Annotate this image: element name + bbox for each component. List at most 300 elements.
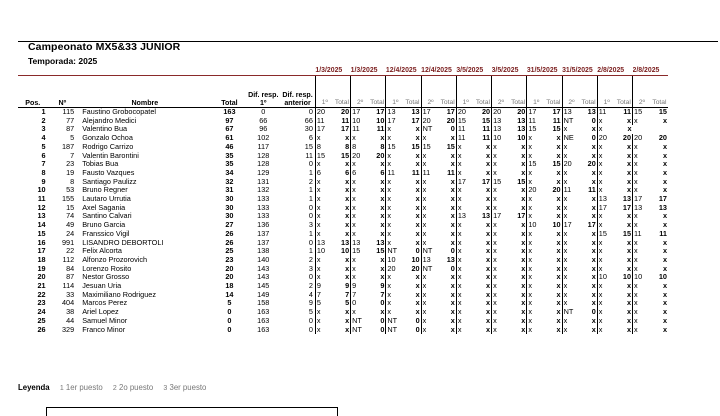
race-total-cell: x bbox=[380, 264, 385, 273]
race-position-cell: x bbox=[351, 256, 369, 265]
race-position-cell: x bbox=[597, 152, 615, 161]
table-row bbox=[18, 143, 668, 152]
race-total-cell: 17 bbox=[376, 107, 385, 116]
race-position-cell: x bbox=[492, 326, 510, 335]
race-total-cell: x bbox=[521, 264, 526, 273]
total-cell: 30 bbox=[225, 195, 234, 204]
total-cell: 32 bbox=[225, 177, 234, 186]
race-position-cell: x bbox=[315, 204, 333, 213]
dif-prev-cell: 2 bbox=[308, 177, 313, 186]
race-position-cell: x bbox=[456, 265, 474, 274]
number-cell: 22 bbox=[66, 247, 75, 256]
race-total-cell: 10 bbox=[376, 116, 385, 125]
race-position-cell: x bbox=[386, 178, 404, 187]
race-total-cell: x bbox=[591, 325, 596, 334]
col-race-position: 1º bbox=[597, 76, 615, 108]
race-total-cell: x bbox=[556, 212, 561, 221]
race-total-cell: x bbox=[591, 203, 596, 212]
race-position-cell: x bbox=[386, 273, 404, 282]
race-position-cell: 13 bbox=[562, 108, 580, 117]
race-total-cell: x bbox=[556, 203, 561, 212]
race-position-cell: 10 bbox=[527, 221, 545, 230]
dif-prev-cell: 0 bbox=[308, 325, 313, 334]
race-total-cell: x bbox=[662, 247, 667, 256]
race-total-cell: x bbox=[521, 255, 526, 264]
race-position-cell: x bbox=[315, 317, 333, 326]
race-total-cell: 11 bbox=[376, 125, 385, 134]
position-cell: 1 bbox=[41, 107, 46, 116]
col-race-total: Total bbox=[511, 99, 526, 106]
rider-name-cell: Nestor Grosso bbox=[82, 273, 130, 282]
race-total-cell: x bbox=[380, 177, 385, 186]
race-position-cell: x bbox=[562, 143, 580, 152]
position-cell: 11 bbox=[37, 195, 46, 204]
race-total-cell: x bbox=[556, 151, 561, 160]
race-position-cell: x bbox=[386, 186, 404, 195]
race-total-cell: 0 bbox=[415, 247, 420, 256]
race-position-cell: 20 bbox=[386, 265, 404, 274]
race-total-cell: 11 bbox=[659, 229, 667, 238]
race-total-cell: x bbox=[591, 151, 596, 160]
race-position-cell: x bbox=[597, 178, 615, 187]
race-total-cell: 20 bbox=[446, 116, 455, 125]
race-total-cell: 15 bbox=[446, 142, 455, 151]
race-position-cell: 15 bbox=[421, 143, 439, 152]
race-position-cell: 11 bbox=[315, 117, 333, 126]
legend-label: Leyenda bbox=[18, 383, 50, 392]
race-position-cell: 17 bbox=[597, 204, 615, 213]
race-position-cell: x bbox=[492, 186, 510, 195]
race-position-cell: x bbox=[456, 169, 474, 178]
total-cell: 46 bbox=[225, 142, 234, 151]
race-total-cell: 10 bbox=[517, 134, 526, 143]
table-row bbox=[18, 326, 668, 335]
race-total-cell: x bbox=[591, 142, 596, 151]
total-cell: 27 bbox=[225, 221, 234, 230]
race-position-cell: NT bbox=[562, 117, 580, 126]
race-total-cell: x bbox=[662, 290, 667, 299]
race-total-cell: x bbox=[591, 177, 596, 186]
total-cell: 0 bbox=[227, 308, 232, 317]
rider-name-cell: Franssico Vigil bbox=[82, 229, 130, 238]
legend-second: 2 2o puesto bbox=[112, 383, 154, 392]
race-total-cell: 0 bbox=[415, 325, 420, 334]
race-position-cell: x bbox=[456, 204, 474, 213]
total-cell: 23 bbox=[225, 255, 234, 264]
race-total-cell: 20 bbox=[341, 107, 350, 116]
race-total-cell: 13 bbox=[376, 238, 385, 247]
date-header: 1/3/2025 bbox=[315, 65, 350, 76]
date-header: 3/5/2025 bbox=[492, 65, 527, 76]
col-race-total: Total bbox=[405, 99, 420, 106]
race-position-cell: 15 bbox=[351, 247, 369, 256]
race-position-cell: x bbox=[386, 291, 404, 300]
race-total-cell: 20 bbox=[587, 160, 596, 169]
rider-name-cell: Tobias Bua bbox=[82, 160, 119, 169]
race-position-cell: 11 bbox=[351, 125, 369, 134]
race-position-cell: 10 bbox=[315, 247, 333, 256]
standings-body bbox=[18, 108, 668, 335]
race-position-cell: NT bbox=[386, 317, 404, 326]
race-position-cell: x bbox=[597, 326, 615, 335]
rider-name-cell: Lorenzo Rosito bbox=[82, 264, 132, 273]
race-total-cell: x bbox=[662, 238, 667, 247]
race-position-cell: x bbox=[456, 256, 474, 265]
total-cell: 67 bbox=[225, 125, 234, 134]
rider-name-cell: Franco Minor bbox=[82, 325, 126, 334]
total-cell: 97 bbox=[225, 116, 234, 125]
dif-first-cell: 133 bbox=[257, 203, 270, 212]
race-total-cell: x bbox=[521, 142, 526, 151]
race-position-cell: x bbox=[562, 247, 580, 256]
race-position-cell: 0 bbox=[351, 299, 369, 308]
race-position-cell: NT bbox=[421, 265, 439, 274]
race-total-cell: 7 bbox=[380, 290, 385, 299]
race-total-cell: x bbox=[450, 229, 455, 238]
race-position-cell: x bbox=[633, 117, 651, 126]
race-total-cell: x bbox=[450, 177, 455, 186]
race-position-cell: x bbox=[562, 204, 580, 213]
race-total-cell: x bbox=[556, 238, 561, 247]
race-total-cell: x bbox=[415, 195, 420, 204]
table-row bbox=[18, 212, 668, 221]
number-cell: 49 bbox=[66, 221, 75, 230]
race-position-cell: x bbox=[527, 178, 545, 187]
race-position-cell: NT bbox=[421, 125, 439, 134]
race-position-cell: x bbox=[386, 212, 404, 221]
race-total-cell: x bbox=[450, 238, 455, 247]
race-position-cell: 20 bbox=[315, 108, 333, 117]
race-total-cell: x bbox=[662, 160, 667, 169]
table-row bbox=[18, 265, 668, 274]
race-position-cell: x bbox=[492, 273, 510, 282]
race-position-cell: x bbox=[386, 221, 404, 230]
race-total-cell: 11 bbox=[447, 168, 455, 177]
total-cell: 0 bbox=[227, 316, 232, 325]
race-position-cell: x bbox=[315, 230, 333, 239]
race-position-cell: 20 bbox=[492, 108, 510, 117]
race-position-cell: 10 bbox=[633, 273, 651, 282]
race-total-cell: 11 bbox=[411, 168, 420, 177]
total-cell: 26 bbox=[225, 238, 234, 247]
race-total-cell: x bbox=[521, 316, 526, 325]
race-total-cell: x bbox=[556, 290, 561, 299]
dif-prev-cell: 0 bbox=[308, 273, 313, 282]
race-position-cell: x bbox=[527, 195, 545, 204]
race-position-cell: x bbox=[351, 204, 369, 213]
rider-name-cell: Ariel Lopez bbox=[82, 308, 119, 317]
position-cell: 14 bbox=[37, 221, 46, 230]
total-cell: 30 bbox=[225, 212, 234, 221]
race-total-cell: x bbox=[486, 290, 491, 299]
race-total-cell: x bbox=[486, 195, 491, 204]
race-position-cell: x bbox=[597, 186, 615, 195]
race-total-cell: x bbox=[486, 282, 491, 291]
race-position-cell: 13 bbox=[315, 239, 333, 248]
race-position-cell: 13 bbox=[492, 117, 510, 126]
total-cell: 26 bbox=[225, 229, 234, 238]
dif-first-cell: 133 bbox=[257, 195, 270, 204]
race-position-cell: x bbox=[527, 204, 545, 213]
race-position-cell: 20 bbox=[527, 186, 545, 195]
table-row bbox=[18, 273, 668, 282]
race-total-cell: x bbox=[486, 203, 491, 212]
race-total-cell: x bbox=[450, 134, 455, 143]
race-total-cell: x bbox=[627, 125, 632, 134]
race-position-cell: x bbox=[421, 230, 439, 239]
race-position-cell: x bbox=[421, 308, 439, 317]
race-total-cell: 13 bbox=[658, 203, 667, 212]
race-total-cell: x bbox=[345, 177, 350, 186]
race-total-cell: 0 bbox=[380, 316, 385, 325]
race-total-cell: x bbox=[556, 134, 561, 143]
race-position-cell: x bbox=[633, 326, 651, 335]
race-position-cell: x bbox=[386, 195, 404, 204]
race-total-cell: x bbox=[626, 247, 632, 256]
race-position-cell: x bbox=[386, 152, 404, 161]
rider-name-cell: Bruno Garcia bbox=[82, 221, 126, 230]
table-row bbox=[18, 308, 668, 317]
race-total-cell: x bbox=[415, 125, 420, 134]
race-position-cell: x bbox=[597, 282, 615, 291]
rider-name-cell: LISANDRO DEBORTOLI bbox=[82, 238, 164, 247]
number-cell: 87 bbox=[66, 273, 75, 282]
race-position-cell: x bbox=[597, 291, 615, 300]
position-cell: 24 bbox=[37, 308, 46, 317]
race-total-cell: x bbox=[591, 255, 596, 264]
race-position-cell: x bbox=[633, 178, 651, 187]
race-position-cell: 11 bbox=[456, 134, 474, 143]
race-total-cell: 0 bbox=[591, 116, 596, 125]
race-position-cell: x bbox=[633, 299, 651, 308]
race-position-cell: x bbox=[527, 326, 545, 335]
race-position-cell: x bbox=[421, 152, 439, 161]
race-total-cell: x bbox=[591, 212, 596, 221]
dif-first-cell: 143 bbox=[257, 273, 270, 282]
race-total-cell: 13 bbox=[517, 125, 526, 134]
col-race-position: 2º bbox=[492, 76, 510, 108]
dif-prev-cell: 1 bbox=[308, 247, 313, 256]
race-total-cell: 10 bbox=[622, 273, 632, 282]
rider-name-cell: Valentino Bua bbox=[82, 125, 128, 134]
date-header: 3/5/2025 bbox=[456, 65, 491, 76]
race-position-cell: x bbox=[386, 160, 404, 169]
race-total-cell: x bbox=[626, 299, 632, 308]
table-row bbox=[18, 230, 668, 239]
race-total-cell: x bbox=[591, 273, 596, 282]
race-position-cell: 6 bbox=[351, 169, 369, 178]
race-total-cell: x bbox=[591, 229, 596, 238]
race-total-cell: x bbox=[662, 316, 667, 325]
position-cell: 15 bbox=[37, 229, 46, 238]
race-total-cell: x bbox=[662, 168, 667, 177]
race-position-cell: x bbox=[492, 160, 510, 169]
race-position-cell: x bbox=[562, 299, 580, 308]
race-position-cell: x bbox=[456, 317, 474, 326]
dif-prev-cell: 5 bbox=[308, 308, 313, 317]
race-position-cell: 13 bbox=[421, 256, 439, 265]
dif-prev-cell: 3 bbox=[308, 264, 313, 273]
season-label: Temporada: 2025 bbox=[28, 56, 98, 66]
page-title: Campeonato MX5&33 JUNIOR bbox=[28, 41, 181, 53]
race-position-cell: x bbox=[492, 195, 510, 204]
race-position-cell: x bbox=[562, 178, 580, 187]
rider-name-cell: Samuel Minor bbox=[82, 316, 128, 325]
race-position-cell: x bbox=[562, 256, 580, 265]
race-position-cell: 15 bbox=[527, 160, 545, 169]
race-total-cell: x bbox=[415, 290, 420, 299]
race-position-cell: x bbox=[315, 160, 333, 169]
race-total-cell: x bbox=[556, 177, 561, 186]
race-position-cell: x bbox=[492, 317, 510, 326]
race-total-cell: x bbox=[556, 308, 561, 317]
col-race-total: Total bbox=[370, 99, 385, 106]
race-total-cell: 11 bbox=[623, 107, 632, 116]
race-total-cell: x bbox=[345, 160, 350, 169]
race-total-cell: x bbox=[450, 212, 455, 221]
race-total-cell: x bbox=[415, 203, 420, 212]
race-position-cell: x bbox=[351, 230, 369, 239]
race-position-cell: 17 bbox=[633, 195, 651, 204]
race-position-cell: 13 bbox=[492, 125, 510, 134]
race-total-cell: 13 bbox=[446, 255, 455, 264]
dif-prev-cell: 3 bbox=[308, 221, 313, 230]
race-position-cell: 10 bbox=[492, 134, 510, 143]
race-position-cell: x bbox=[421, 212, 439, 221]
race-position-cell: 17 bbox=[562, 221, 580, 230]
race-total-cell: x bbox=[345, 229, 350, 238]
col-dif-prev: Dif. resp. anterior bbox=[282, 91, 313, 107]
number-cell: 19 bbox=[66, 168, 75, 177]
dif-first-cell: 145 bbox=[257, 282, 270, 291]
race-total-cell: x bbox=[591, 195, 596, 204]
race-total-cell: 13 bbox=[411, 107, 420, 116]
position-cell: 13 bbox=[37, 212, 46, 221]
race-position-cell: 15 bbox=[633, 108, 651, 117]
race-total-cell: x bbox=[486, 229, 491, 238]
rider-name-cell: Alejandro Medici bbox=[82, 116, 137, 125]
race-total-cell: x bbox=[556, 282, 561, 291]
race-position-cell: 11 bbox=[633, 230, 651, 239]
race-position-cell: 15 bbox=[527, 125, 545, 134]
race-total-cell: x bbox=[591, 316, 596, 325]
race-total-cell: x bbox=[662, 282, 667, 291]
race-position-cell: x bbox=[386, 282, 404, 291]
race-total-cell: 20 bbox=[622, 134, 632, 143]
race-total-cell: 0 bbox=[380, 325, 385, 334]
position-cell: 9 bbox=[41, 177, 46, 186]
race-position-cell: x bbox=[351, 221, 369, 230]
race-position-cell: x bbox=[527, 212, 545, 221]
race-position-cell: x bbox=[315, 195, 333, 204]
race-total-cell: x bbox=[486, 186, 491, 195]
race-total-cell: x bbox=[450, 151, 455, 160]
race-position-cell: x bbox=[597, 212, 615, 221]
race-position-cell: x bbox=[562, 195, 580, 204]
race-position-cell: x bbox=[351, 134, 369, 143]
col-race-position: 2º bbox=[562, 76, 580, 108]
race-position-cell: x bbox=[315, 265, 333, 274]
race-position-cell: x bbox=[562, 212, 580, 221]
race-total-cell: x bbox=[415, 299, 420, 308]
number-cell: 114 bbox=[62, 282, 75, 291]
table-row bbox=[18, 134, 668, 143]
race-position-cell: 17 bbox=[421, 108, 439, 117]
table-row bbox=[18, 186, 668, 195]
race-position-cell: x bbox=[562, 169, 580, 178]
race-total-cell: 13 bbox=[481, 212, 491, 221]
race-position-cell: x bbox=[421, 317, 439, 326]
race-position-cell: x bbox=[456, 160, 474, 169]
race-total-cell: x bbox=[521, 203, 526, 212]
race-total-cell: 15 bbox=[341, 151, 350, 160]
race-position-cell: x bbox=[633, 308, 651, 317]
dif-first-cell: 132 bbox=[257, 186, 270, 195]
race-position-cell: x bbox=[633, 160, 651, 169]
dif-first-cell: 136 bbox=[257, 221, 270, 230]
race-total-cell: x bbox=[486, 264, 491, 273]
race-total-cell: 9 bbox=[380, 282, 385, 291]
race-position-cell: x bbox=[456, 273, 474, 282]
race-position-cell: 15 bbox=[492, 178, 510, 187]
dif-first-cell: 128 bbox=[257, 160, 270, 169]
race-position-cell: x bbox=[421, 186, 439, 195]
race-total-cell: x bbox=[626, 212, 632, 221]
rider-name-cell: Jesuan Uria bbox=[82, 282, 122, 291]
race-position-cell: x bbox=[597, 265, 615, 274]
number-cell: 5 bbox=[70, 134, 75, 143]
race-total-cell: 9 bbox=[345, 282, 350, 291]
race-total-cell: 20 bbox=[517, 107, 526, 116]
race-position-cell: x bbox=[421, 326, 439, 335]
race-total-cell: x bbox=[380, 203, 385, 212]
race-total-cell: x bbox=[626, 186, 632, 195]
dif-prev-cell: 1 bbox=[308, 195, 313, 204]
race-position-cell: 5 bbox=[315, 299, 333, 308]
race-position-cell: x bbox=[315, 221, 333, 230]
rider-name-cell: Faustino Grobocopatel bbox=[82, 107, 157, 116]
race-total-cell: x bbox=[486, 238, 491, 247]
col-dif-first: Dif. resp. 1º bbox=[248, 91, 279, 107]
dif-prev-cell: 0 bbox=[308, 160, 313, 169]
dif-prev-cell: 2 bbox=[308, 255, 313, 264]
race-position-cell: x bbox=[597, 160, 615, 169]
race-total-cell: x bbox=[591, 125, 596, 134]
race-total-cell: x bbox=[662, 212, 667, 221]
dif-prev-cell: 0 bbox=[308, 107, 313, 116]
race-position-cell: x bbox=[492, 308, 510, 317]
col-pos: Pos. bbox=[25, 99, 41, 107]
race-position-cell: x bbox=[527, 169, 545, 178]
race-position-cell: x bbox=[421, 299, 439, 308]
total-cell: 34 bbox=[225, 168, 234, 177]
race-position-cell: x bbox=[421, 221, 439, 230]
number-cell: 112 bbox=[62, 255, 75, 264]
race-position-cell: 13 bbox=[351, 239, 369, 248]
race-total-cell: x bbox=[380, 160, 385, 169]
race-total-cell: 20 bbox=[376, 151, 385, 160]
race-total-cell: x bbox=[380, 212, 385, 221]
race-total-cell: x bbox=[415, 238, 420, 247]
table-row bbox=[18, 160, 668, 169]
table-row bbox=[18, 195, 668, 204]
total-cell: 35 bbox=[225, 151, 234, 160]
race-position-cell: x bbox=[421, 160, 439, 169]
race-position-cell: x bbox=[527, 308, 545, 317]
race-total-cell: x bbox=[591, 290, 596, 299]
race-total-cell: x bbox=[626, 177, 632, 186]
dif-first-cell: 149 bbox=[257, 290, 270, 299]
